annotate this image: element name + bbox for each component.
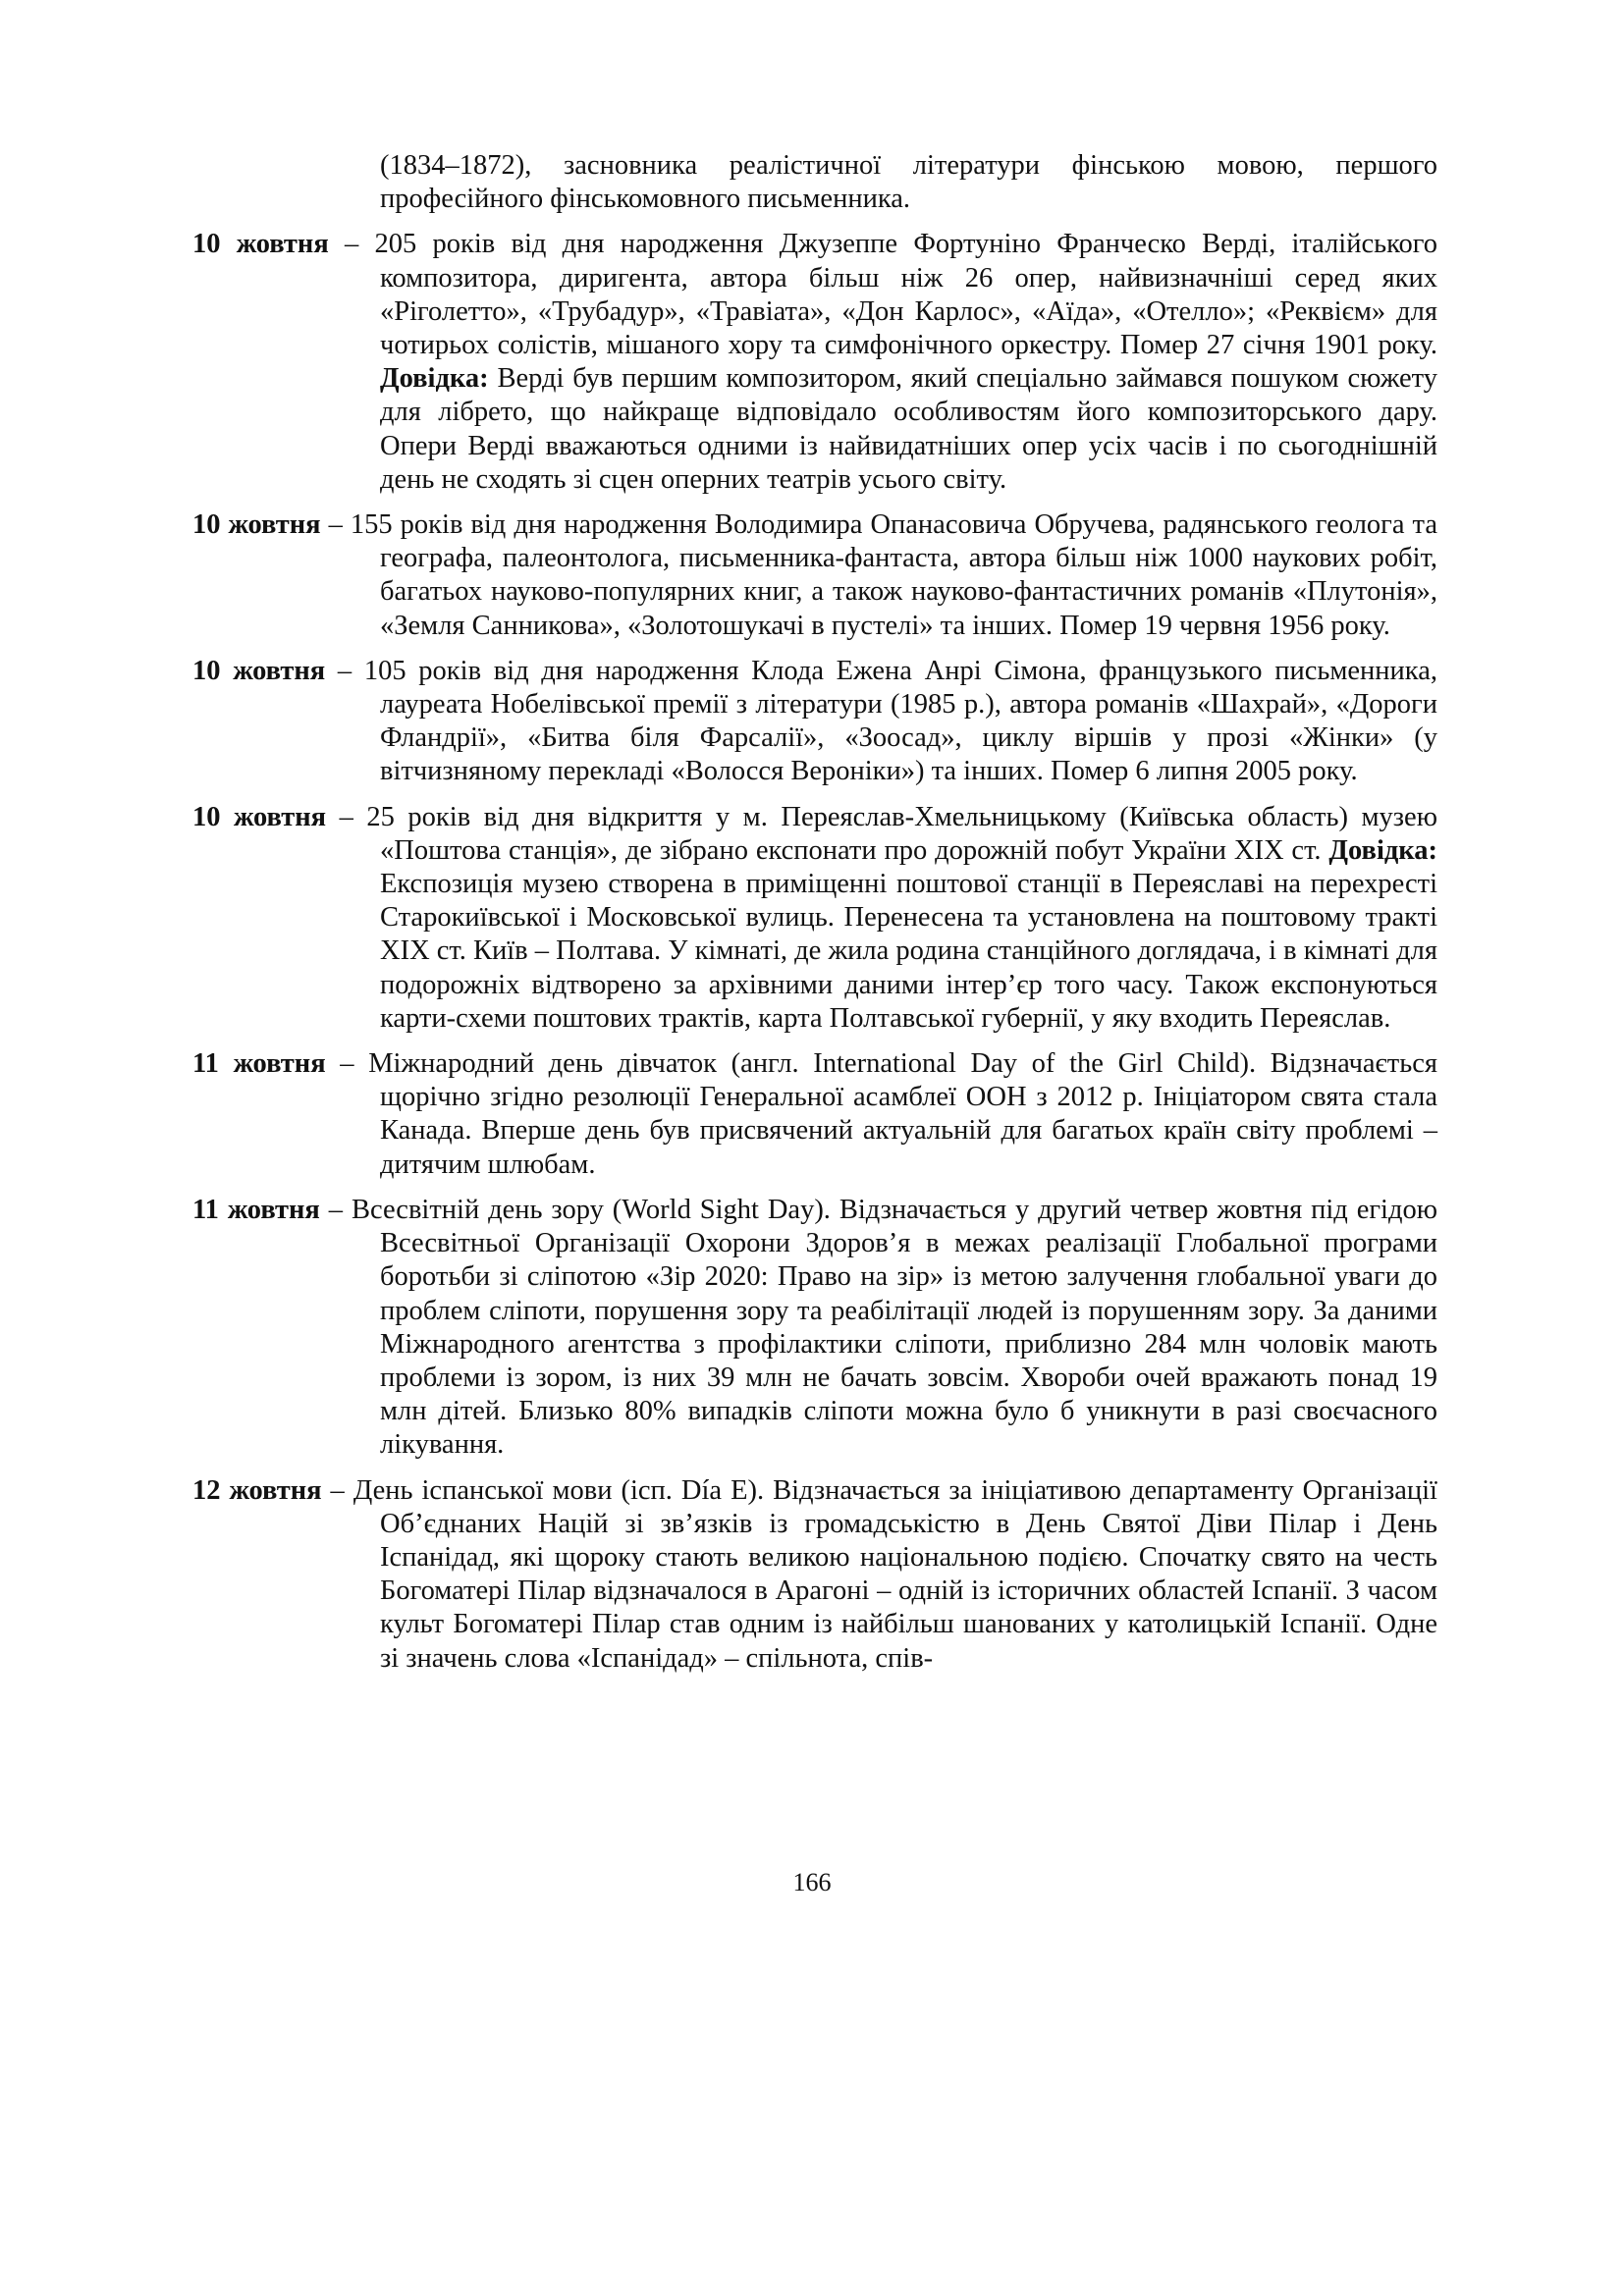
- calendar-entry: [192, 1047, 1437, 1182]
- entry-note-text: Верді був першим композитором, який спеціально займався пошуком сюжету для лібрето, що найкраще відповідало особливостям його композиторського дару. Опери Верді вважаються одними із найвидатніших опер усіх часів і по сьогоднішній день не сходять зі сцен оперних театрів усього світу.: [380, 363, 1437, 495]
- entry-date: 12 жовтня: [192, 1474, 322, 1506]
- entry-dash: –: [321, 1474, 353, 1506]
- entry-dash: –: [325, 655, 364, 686]
- entry-note-label: Довідка:: [380, 363, 489, 395]
- page-body: [192, 149, 1437, 1687]
- entry-dash: –: [328, 229, 375, 260]
- entry-dash: –: [326, 801, 367, 832]
- entry-date: 10 жовтня: [192, 655, 326, 686]
- calendar-entry: [192, 228, 1437, 497]
- entry-text: 105 років від дня народження Клода Ежена Анрі Сімона, французького письменника, лауреата Нобелівської премії з літератури (1985 р.), автора романів «Шахрай», «Дороги Фландрії», «Битва біля Фарсалії», «Зоосад», циклу віршів у прозі «Жінки» (у вітчизняному перекладі «Волосся Вероніки») та інших. Помер 6 липня 2005 року.: [363, 655, 1438, 787]
- entry-date: 10 жовтня: [192, 801, 327, 832]
- page-number: 166: [792, 1868, 832, 1896]
- calendar-entry: [192, 801, 1437, 1036]
- entry-date: 10 жовтня: [192, 509, 321, 541]
- entry-text: День іспанської мови (ісп. Día E). Відзначається за ініціативою департаменту Організації Об’єднаних Націй зі зв’язків із громадськістю в День Святої Діви Пілар і День Іспанідад, які щороку стають великою національною подією. Спочатку свято на честь Богоматері Пілар відзначалося в Арагоні – одній із історичних областей Іспанії. З часом культ Богоматері Пілар став одним із найбільш шанованих у католицькій Іспанії. Одне зі значень слова «Іспанідад» – спільнота, спів-: [352, 1474, 1437, 1674]
- calendar-entry: [192, 655, 1437, 789]
- entry-dash: –: [319, 1194, 352, 1225]
- entry-text: Всесвітній день зору (World Sight Day). Відзначається у другий четвер жовтня під егідою Всесвітньої Організації Охорони Здоров’я в межах реалізації Глобальної програми боротьби зі сліпотою «Зір 2020: Право на зір» із метою залучення глобальної уваги до проблем сліпоти, порушення зору та реабілітації людей із порушенням зору. За даними Міжнародного агентства з профілактики сліпоти, приблизно 284 млн чоловік мають проблеми із зором, із них 39 млн не бачать зовсім. Хвороби очей вражають понад 19 млн дітей. Близько 80% випадків сліпоти можна було б уникнути в разі своєчасного лікування.: [351, 1194, 1437, 1461]
- entry-text: Міжнародний день дівчаток (англ. International Day of the Girl Child). Відзначається щорічно згідно резолюції Генеральної асамблеї ООН з 2012 р. Ініціатором свята стала Канада. Вперше день був присвячений актуальній для багатьох країн світу проблемі – дитячим шлюбам.: [368, 1048, 1438, 1180]
- entry-note-text: Експозиція музею створена в приміщенні поштової станції в Переяславі на перехресті Старокиївської і Московської вулиць. Перенесена та установлена на поштовому тракті XIX ст. Київ – Полтава. У кімнаті, де жила родина станційного доглядача, і в кімнаті для подорожніх відтворено за архівними даними інтер’єр того часу. Також експонуються карти-схеми поштових трактів, карта Полтавської губернії, у яку входить Переяслав.: [380, 869, 1437, 1034]
- calendar-entry: [192, 508, 1437, 643]
- entry-text: 205 років від дня народження Джузеппе Фортуніно Франческо Верді, італійського композитора, диригента, автора більш ніж 26 опер, найвизначніші серед яких «Ріголетто», «Трубадур», «Травіата», «Дон Карлос», «Аїда», «Отелло»; «Реквієм» для чотирьох солістів, мішаного хору та симфонічного оркестру. Помер 27 січня 1901 року.: [374, 229, 1437, 361]
- continuation-paragraph: (1834–1872), засновника реалістичної літератури фінською мовою, першого професійного фінськомовного письменника.: [380, 150, 1437, 215]
- entry-text: 25 років від дня відкриття у м. Переяслав-Хмельницькому (Київська область) музею «Поштова станція», де зібрано експонати про дорожній побут України XIX ст.: [366, 801, 1437, 866]
- entry-dash: –: [320, 509, 351, 541]
- calendar-entry: [192, 1194, 1437, 1463]
- entry-date: 10 жовтня: [192, 229, 329, 260]
- entry-note-label: Довідка:: [1328, 834, 1438, 866]
- entry-text: 155 років від дня народження Володимира Опанасовича Обручева, радянського геолога та географа, палеонтолога, письменника-фантаста, автора більш ніж 1000 наукових робіт, багатьох науково-популярних книг, а також науково-фантастичних романів «Плутонія», «Земля Санникова», «Золотошукачі в пустелі» та інших. Помер 19 червня 1956 року.: [350, 509, 1437, 641]
- entry-date: 11 жовтня: [192, 1194, 320, 1225]
- entry-date: 11 жовтня: [192, 1048, 326, 1080]
- calendar-entry: [192, 1474, 1437, 1676]
- entry-dash: –: [325, 1048, 369, 1080]
